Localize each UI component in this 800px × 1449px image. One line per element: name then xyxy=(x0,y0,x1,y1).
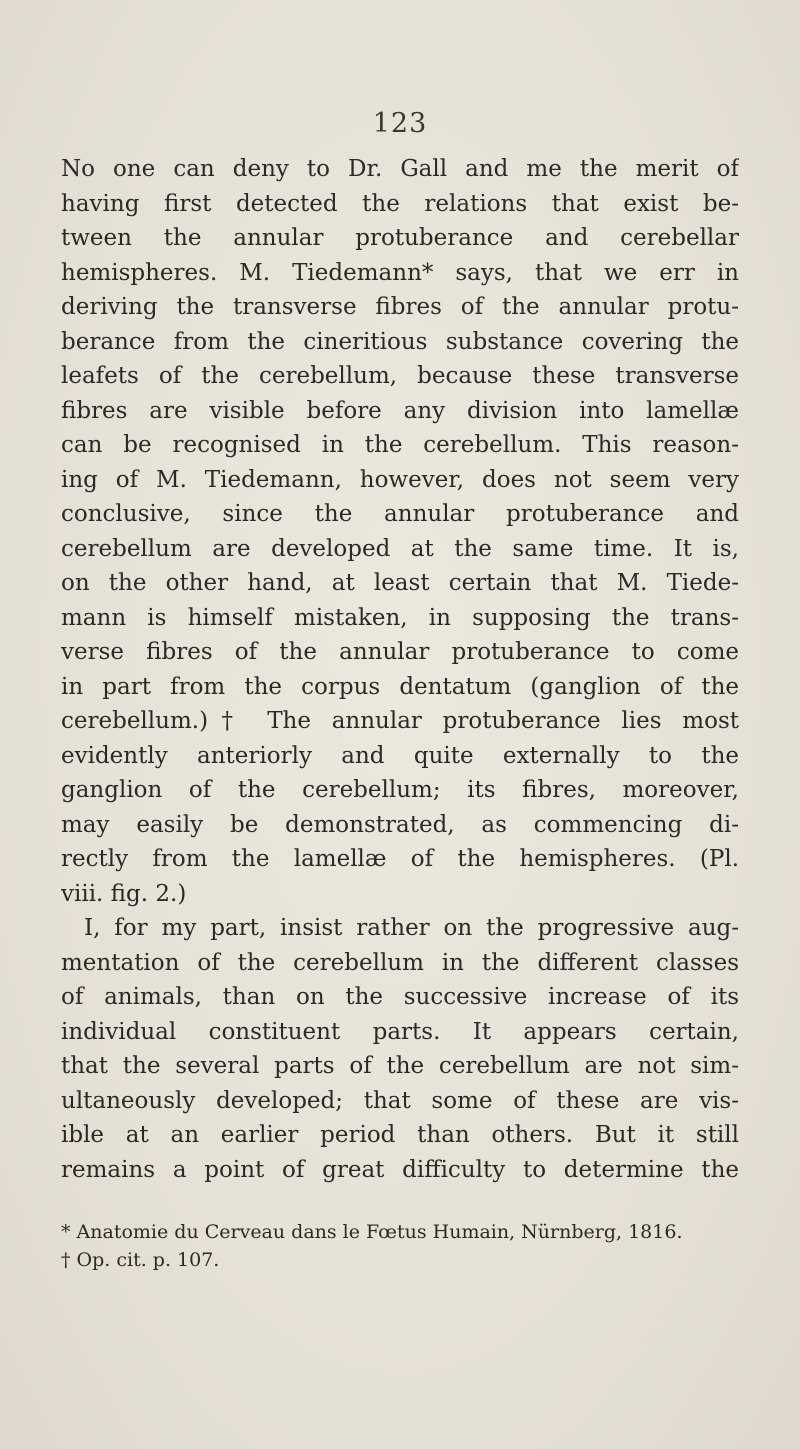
text-line: verse fibres of the annular protuberance to come xyxy=(61,639,739,665)
footnote: * Anatomie du Cerveau dans le Fœtus Humain, Nürnberg, 1816. xyxy=(61,1221,683,1243)
text-line: individual constituent parts. It appears certain, xyxy=(61,1018,739,1045)
text-line: can be recognised in the cerebellum. This reason- xyxy=(61,432,739,458)
text-line: may easily be demonstrated, as commencing di- xyxy=(61,811,739,838)
text-line: hemispheres. M. Tiedemann* says, that we err in xyxy=(61,259,739,286)
body-text xyxy=(61,152,739,1187)
footnote: † Op. cit. p. 107. xyxy=(61,1249,220,1271)
text-line: berance from the cineritious substance covering the xyxy=(61,328,739,355)
text-line: mentation of the cerebellum in the different classes xyxy=(61,949,739,976)
text-line: ible at an earlier period than others. But it still xyxy=(61,1122,739,1148)
text-line-paragraph-end: viii. fig. 2.) xyxy=(61,880,187,907)
text-line: cerebellum are developed at the same time. It is, xyxy=(61,535,739,562)
text-line: having first detected the relations that exist be- xyxy=(61,190,739,217)
text-line: mann is himself mistaken, in supposing the trans- xyxy=(61,604,739,631)
text-line-paragraph-start: I, for my part, insist rather on the progressive aug- xyxy=(84,915,739,941)
text-line: ing of M. Tiedemann, however, does not seem very xyxy=(61,466,739,493)
text-line: cerebellum.)† The annular protuberance lies most xyxy=(61,708,739,734)
text-line: in part from the corpus dentatum (ganglion of the xyxy=(61,673,739,700)
page-number: 123 xyxy=(372,108,428,139)
text-line: rectly from the lamellæ of the hemispheres. (Pl. xyxy=(61,846,739,872)
text-line: evidently anteriorly and quite externally to the xyxy=(61,742,739,769)
text-line: on the other hand, at least certain that M. Tiede- xyxy=(61,570,739,596)
footnotes xyxy=(61,1218,761,1274)
text-line: conclusive, since the annular protuberance and xyxy=(61,501,739,527)
text-line: fibres are visible before any division into lamellæ xyxy=(61,397,739,424)
text-line: that the several parts of the cerebellum are not sim- xyxy=(61,1053,739,1079)
text-line: ultaneously developed; that some of these are vis- xyxy=(61,1087,739,1114)
text-line: deriving the transverse fibres of the annular protu- xyxy=(61,294,739,320)
text-line: ganglion of the cerebellum; its fibres, moreover, xyxy=(61,777,739,803)
text-line: leafets of the cerebellum, because these transverse xyxy=(61,363,739,389)
text-line: No one can deny to Dr. Gall and me the merit of xyxy=(61,156,739,182)
text-line: of animals, than on the successive increase of its xyxy=(61,984,739,1010)
text-line: remains a point of great difficulty to determine the xyxy=(61,1156,739,1183)
text-line: tween the annular protuberance and cerebellar xyxy=(61,225,739,251)
